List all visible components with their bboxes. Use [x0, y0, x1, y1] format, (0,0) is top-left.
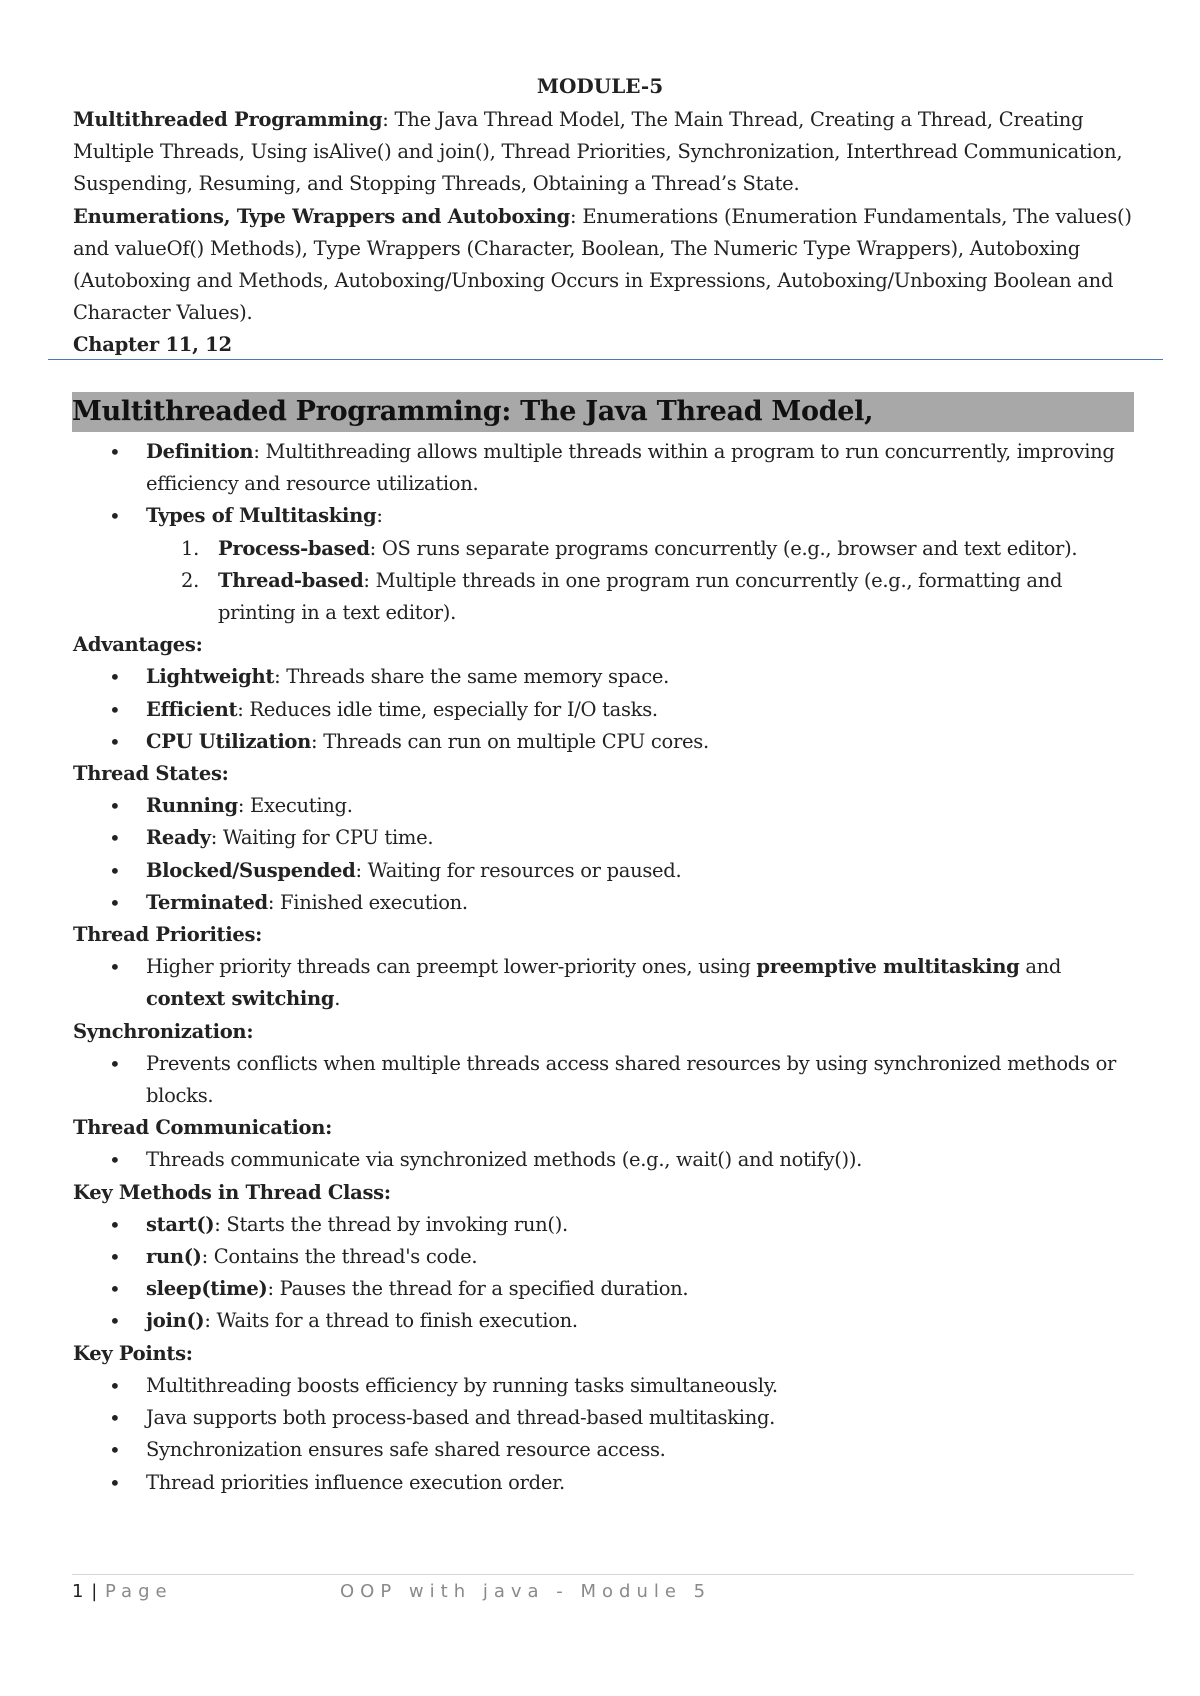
thread-priorities-list — [73, 951, 1133, 1015]
description: : Contains the thread's code. — [201, 1245, 478, 1269]
description: : Multiple threads in one program run concurrently (e.g., formatting and printing in a text editor). — [218, 568, 1063, 625]
description: : Waiting for resources or paused. — [355, 858, 682, 882]
header-divider — [48, 359, 1163, 360]
list-item — [73, 1241, 1133, 1273]
topic-text: : The Java Thread Model, The Main Thread, Creating a Thread, Creating Multiple Threads, Using isAlive() and join(), Thread Priorities, Synchronization, Interthread Communication, Suspending, Resuming, and Stopping Threads, Obtaining a Thread’s State. — [73, 108, 1123, 196]
key-points-heading: Key Points: — [73, 1341, 193, 1365]
description: : Pauses the thread for a specified duration. — [267, 1277, 689, 1301]
term: Terminated — [146, 890, 268, 914]
list-item — [73, 1305, 1133, 1337]
section-content — [73, 436, 1133, 1499]
key-methods-list — [73, 1209, 1133, 1338]
description: : Reduces idle time, especially for I/O tasks. — [237, 697, 658, 721]
list-item — [73, 565, 1133, 629]
intro-list — [73, 436, 1133, 533]
term: Ready — [146, 826, 211, 850]
footer-divider — [72, 1574, 1134, 1575]
list-item: • Multithreading boosts efficiency by running tasks simultaneously. — [73, 1370, 1133, 1402]
term: Process-based — [218, 536, 370, 560]
term: sleep(time) — [146, 1277, 268, 1301]
syllabus-summary — [73, 104, 1133, 362]
list-item — [73, 1209, 1133, 1241]
term: Blocked/Suspended — [146, 858, 356, 882]
module-title: MODULE-5 — [536, 74, 664, 98]
synchronization-heading: Synchronization: — [73, 1019, 254, 1043]
term: Definition — [146, 440, 254, 463]
advantages-list — [73, 661, 1133, 758]
description: and — [1019, 955, 1062, 979]
topic-label: Enumerations, Type Wrappers and Autoboxing — [73, 204, 571, 228]
list-item — [73, 822, 1133, 854]
list-item — [73, 661, 1133, 693]
list-item — [73, 855, 1133, 887]
list-item: • Threads communicate via synchronized methods (e.g., wait() and notify()). — [73, 1144, 1133, 1176]
term: join() — [146, 1309, 205, 1333]
description: : Threads share the same memory space. — [274, 665, 669, 689]
description: : Waits for a thread to finish execution. — [204, 1309, 578, 1333]
list-item: • Synchronization ensures safe shared resource access. — [73, 1434, 1133, 1466]
list-item — [73, 1273, 1133, 1305]
term: Lightweight — [146, 665, 275, 689]
description: : Executing. — [237, 794, 353, 818]
list-item — [73, 533, 1133, 565]
term: preemptive multitasking — [756, 955, 1020, 979]
document-title: OOP with java - Module 5 — [340, 1581, 712, 1602]
list-item — [73, 790, 1133, 822]
term: start() — [146, 1212, 215, 1236]
term: Running — [146, 794, 238, 818]
topic-text: : Enumerations (Enumeration Fundamentals, The values() and valueOf() Methods), Type Wrappers (Character, Boolean, The Numeric Type Wrappers), Autoboxing (Autoboxing and Methods, Autoboxing/Unboxing Occurs in Expressions, Autoboxing/Unboxing Boolean and Character Values). — [73, 204, 1132, 325]
section-title: Multithreaded Programming: The Java Thread Model, — [72, 396, 874, 427]
topic-label: Multithreaded Programming — [73, 108, 383, 131]
term: CPU Utilization — [146, 729, 312, 753]
synchronization-list — [73, 1048, 1133, 1112]
list-item — [73, 726, 1133, 758]
list-item — [73, 500, 1133, 532]
description: : Threads can run on multiple CPU cores. — [311, 729, 709, 753]
description: . — [334, 987, 341, 1011]
advantages-heading: Advantages: — [73, 633, 203, 657]
description: : — [376, 504, 383, 528]
description: : Finished execution. — [267, 890, 468, 914]
term: context switching — [146, 987, 335, 1011]
description: : Waiting for CPU time. — [210, 826, 434, 850]
list-item — [73, 951, 1133, 1015]
list-item: • Prevents conflicts when multiple threads access shared resources by using synchronized methods or blocks. — [73, 1048, 1133, 1112]
page-label: Page — [105, 1581, 173, 1602]
list-item — [73, 694, 1133, 726]
description: : OS runs separate programs concurrently (e.g., browser and text editor). — [369, 536, 1078, 560]
syllabus-topic-1 — [73, 104, 1133, 201]
description: : Starts the thread by invoking run(). — [214, 1212, 568, 1236]
thread-communication-list — [73, 1144, 1133, 1176]
syllabus-topic-2 — [73, 201, 1133, 330]
page-footer — [72, 1580, 712, 1604]
list-item — [73, 887, 1133, 919]
thread-priorities-heading: Thread Priorities: — [73, 923, 263, 947]
description: : Multithreading allows multiple threads within a program to run concurrently, improving efficiency and resource utilization. — [146, 440, 1115, 496]
term: Thread-based — [218, 568, 364, 592]
chapter-label: Chapter 11, 12 — [73, 333, 232, 357]
term: run() — [146, 1245, 202, 1269]
page-number: 1 — [72, 1581, 84, 1602]
item-number: 2. — [181, 568, 200, 592]
multitasking-types-list — [73, 533, 1133, 630]
thread-communication-heading: Thread Communication: — [73, 1116, 332, 1140]
description: Higher priority threads can preempt lower-priority ones, using — [146, 955, 757, 979]
list-item: • Thread priorities influence execution order. — [73, 1467, 1133, 1499]
thread-states-list — [73, 790, 1133, 919]
list-item — [73, 436, 1133, 500]
key-points-list — [73, 1370, 1133, 1499]
page-separator: | — [91, 1581, 98, 1602]
chapter-reference — [73, 329, 1133, 361]
list-item: • Java supports both process-based and thread-based multitasking. — [73, 1402, 1133, 1434]
section-heading — [72, 392, 1134, 432]
term: Types of Multitasking — [146, 504, 377, 528]
item-number: 1. — [181, 536, 200, 560]
key-methods-heading: Key Methods in Thread Class: — [73, 1180, 391, 1204]
term: Efficient — [146, 697, 238, 721]
thread-states-heading: Thread States: — [73, 762, 229, 786]
